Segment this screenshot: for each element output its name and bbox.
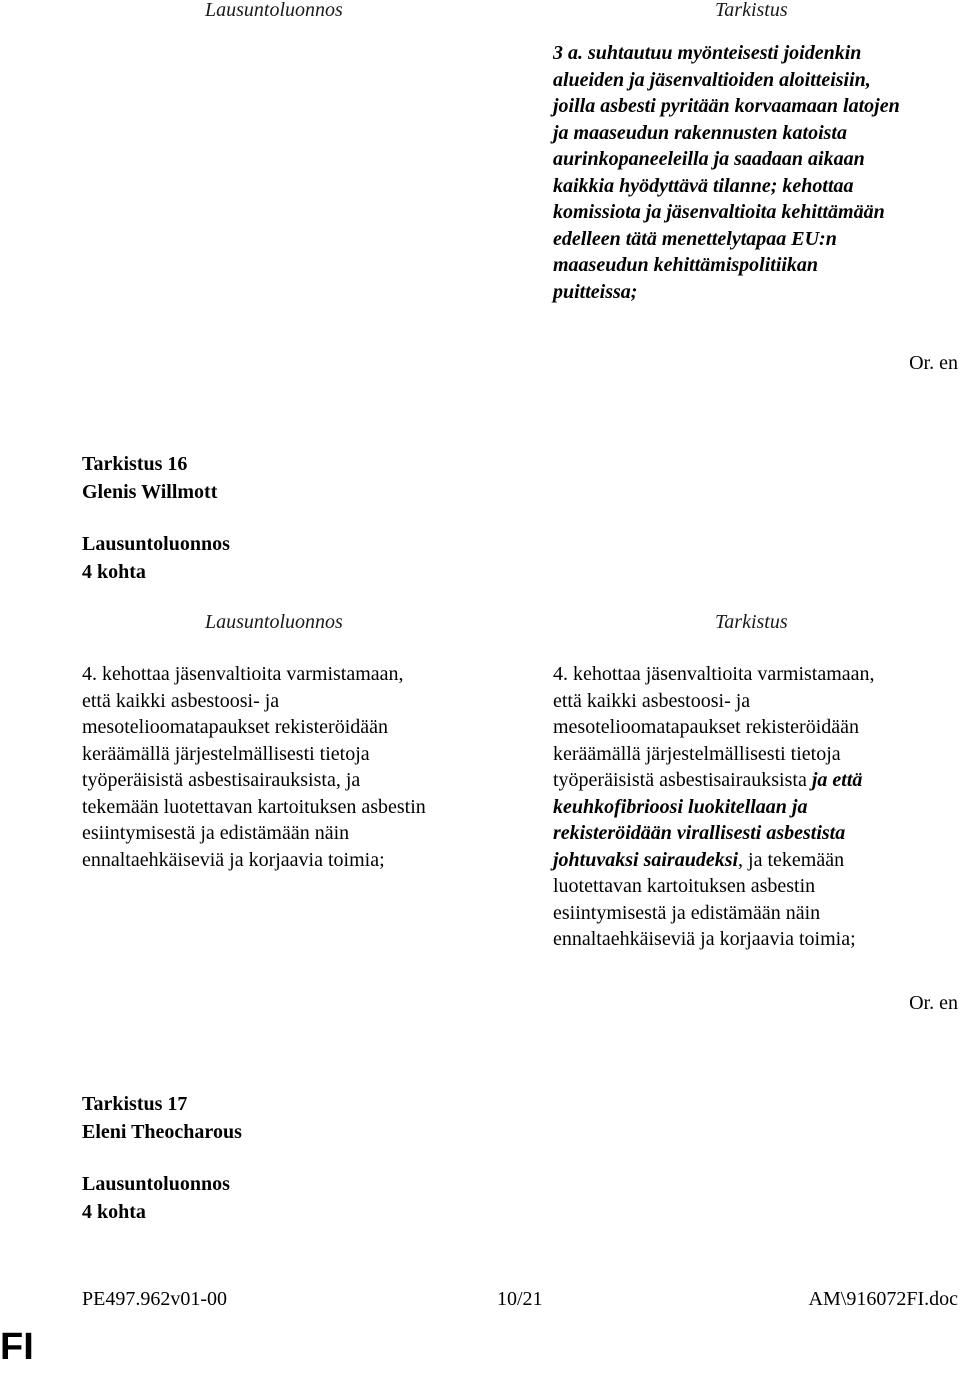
amendment-author: Eleni Theocharous (82, 1121, 242, 1143)
text-line: työperäisistä asbestisairauksista, ja (82, 769, 361, 791)
text-line (553, 873, 875, 900)
column-header-right: Tarkistus (715, 611, 788, 633)
text-line (553, 767, 875, 794)
text-normal: 4. kehottaa jäsenvaltioita varmistamaan, (553, 663, 875, 685)
original-language: Or. en (909, 352, 958, 374)
text-line: keräämällä järjestelmällisesti tietoja (82, 742, 370, 765)
amended-text (553, 661, 875, 953)
text-inserted: rekisteröidään virallisesti asbestista (553, 822, 846, 844)
amendment-16-header (82, 450, 217, 506)
text-line (553, 847, 875, 874)
original-language: Or. en (909, 992, 958, 1014)
text-normal: , ja tekemään (738, 848, 845, 871)
text-normal: että kaikki asbestoosi- ja (553, 689, 751, 712)
text-line: komissiota ja jäsenvaltioita kehittämään (553, 201, 885, 223)
footer-page-number: 10/21 (497, 1288, 543, 1310)
text-line (553, 714, 875, 741)
text-line (553, 741, 875, 768)
footer-language-code: FI (0, 1326, 34, 1368)
original-text (82, 661, 426, 873)
text-inserted: ja että (811, 769, 863, 791)
text-line: aurinkopaneeleilla ja saadaan aikaan (553, 148, 865, 170)
amendment-text-3a (553, 40, 900, 305)
amendment-author: Glenis Willmott (82, 481, 218, 503)
text-inserted: keuhkofibrioosi luokitellaan ja (553, 795, 808, 818)
text-normal: työperäisistä asbestisairauksista (553, 769, 812, 791)
footer-file-ref: AM\916072FI.doc (808, 1288, 958, 1310)
footer-doc-ref: PE497.962v01-00 (82, 1288, 227, 1310)
text-line: kaikkia hyödyttävä tilanne; kehottaa (553, 174, 854, 197)
amendment-17-header (82, 1090, 242, 1146)
text-line: alueiden ja jäsenvaltioiden aloitteisiin, (553, 68, 871, 91)
text-line: 3 a. suhtautuu myönteisesti joidenkin (553, 42, 862, 64)
text-line: joilla asbesti pyritään korvaamaan latojen (553, 95, 900, 117)
text-line (553, 661, 875, 688)
text-normal: ennaltaehkäiseviä ja korjaavia toimia; (553, 928, 856, 950)
text-normal: luotettavan kartoituksen asbestin (553, 875, 816, 897)
reference-document: Lausuntoluonnos (82, 533, 230, 555)
text-line: mesotelioomatapaukset rekisteröidään (82, 716, 389, 738)
text-line: tekemään luotettavan kartoituksen asbestin (82, 795, 426, 818)
reference-point: 4 kohta (82, 1201, 146, 1223)
text-line: ennaltaehkäiseviä ja korjaavia toimia; (82, 848, 385, 871)
text-normal: esiintymisestä ja edistämään näin (553, 901, 821, 924)
reference-document: Lausuntoluonnos (82, 1173, 230, 1195)
text-inserted: johtuvaksi sairaudeksi (553, 848, 739, 871)
column-header-right: Tarkistus (715, 0, 788, 21)
text-line: edelleen tätä menettelytapaa EU:n (553, 227, 837, 250)
text-line: 4. kehottaa jäsenvaltioita varmistamaan, (82, 663, 404, 685)
text-line (553, 900, 875, 927)
amendment-16-reference (82, 530, 230, 586)
reference-point: 4 kohta (82, 561, 146, 583)
text-line (553, 688, 875, 715)
text-line: ja maaseudun rakennusten katoista (553, 121, 847, 144)
amendment-17-reference (82, 1170, 230, 1226)
text-line (553, 926, 875, 953)
text-line: maaseudun kehittämispolitiikan (553, 254, 819, 276)
column-header-left: Lausuntoluonnos (205, 611, 343, 633)
amendment-title: Tarkistus 16 (82, 453, 188, 475)
text-line: esiintymisestä ja edistämään näin (82, 822, 350, 844)
text-normal: mesotelioomatapaukset rekisteröidään (553, 716, 860, 738)
text-line: puitteissa; (553, 280, 638, 303)
column-header-left: Lausuntoluonnos (205, 0, 343, 21)
text-normal: keräämällä järjestelmällisesti tietoja (553, 742, 841, 765)
text-line: että kaikki asbestoosi- ja (82, 689, 280, 712)
amendment-title: Tarkistus 17 (82, 1093, 188, 1115)
